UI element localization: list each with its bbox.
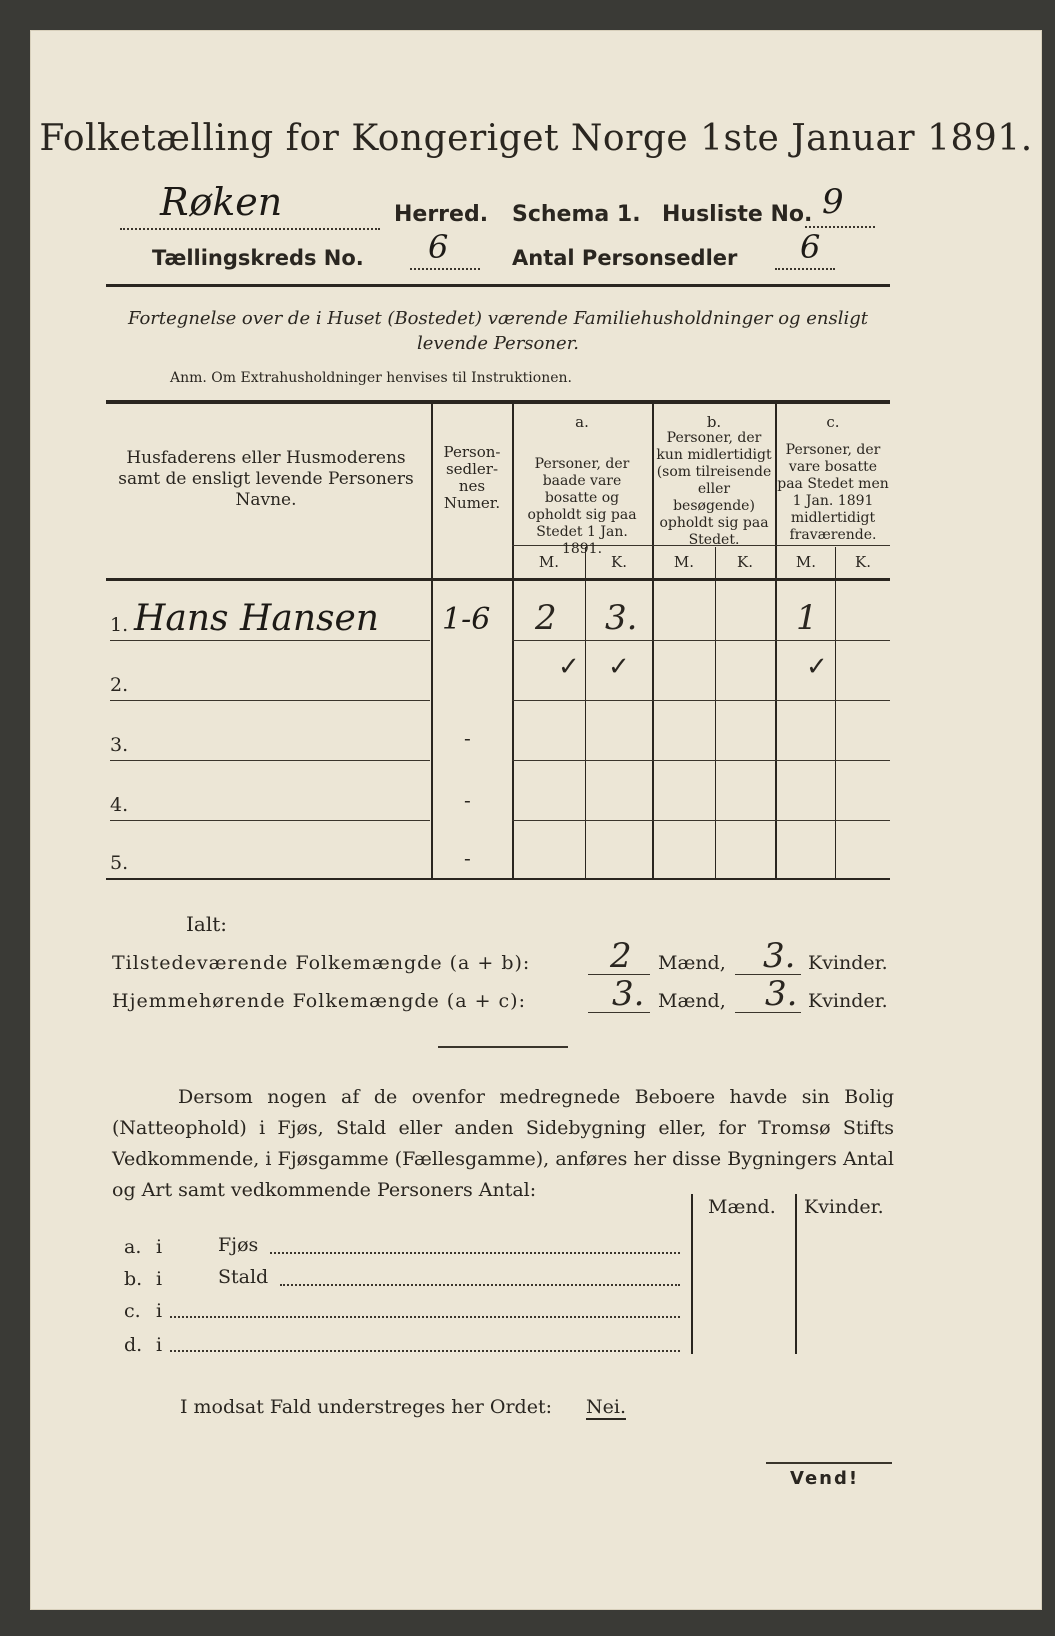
- vend-label: Vend!: [790, 1468, 860, 1489]
- item-c-letter: c.: [124, 1300, 141, 1322]
- nei-word: Nei.: [586, 1396, 626, 1418]
- kreds-label: Tællingskreds No.: [152, 246, 364, 270]
- item-c-i: i: [156, 1300, 163, 1322]
- row-1-a-m: 2: [535, 598, 557, 638]
- item-b-letter: b.: [124, 1268, 143, 1290]
- item-b-i: i: [156, 1268, 163, 1290]
- buildings-col-kvinder: Kvinder.: [804, 1196, 884, 1218]
- separator: [438, 1046, 568, 1048]
- ialt-label: Ialt:: [186, 912, 227, 936]
- col-divider: [835, 547, 836, 879]
- tilstede-maend: Mænd,: [658, 952, 726, 974]
- col-a-k: K.: [611, 553, 627, 571]
- anm-note: Anm. Om Extrahusholdninger henvises til Instruktionen.: [170, 370, 572, 386]
- tilstede-m-value: 2: [610, 936, 632, 976]
- col-c-header: Personer, der vare bosatte paa Stedet men 1 Jan. 1891 midlertidigt fraværende.: [777, 442, 889, 543]
- antal-label: Antal Personsedler: [512, 246, 738, 270]
- intro-line2: levende Personer.: [417, 333, 579, 354]
- row-2-number: 2.: [110, 674, 129, 696]
- col-b-letter: b.: [706, 413, 722, 431]
- item-d-letter: d.: [124, 1334, 143, 1356]
- item-d-dots: [170, 1342, 680, 1352]
- row-5-number: 5.: [110, 852, 129, 874]
- hjemme-k-value: 3.: [765, 974, 798, 1014]
- row-2-a-k: ✓: [608, 652, 630, 682]
- vend-rule: [766, 1462, 892, 1464]
- row-line: [512, 700, 890, 701]
- row-2-a-m: ✓: [558, 652, 580, 682]
- herred-value: Røken: [160, 180, 283, 224]
- col-c-letter: c.: [826, 413, 840, 431]
- row-line: [512, 640, 890, 641]
- col-a-letter: a.: [575, 413, 589, 431]
- item-b-dots: [280, 1276, 680, 1286]
- row-4-num: -: [464, 788, 471, 812]
- tilstede-kvinder: Kvinder.: [808, 952, 888, 974]
- row-1-num: 1-6: [442, 602, 491, 637]
- item-c-dots: [170, 1308, 680, 1318]
- item-a-dots: [270, 1244, 680, 1254]
- row-4-number: 4.: [110, 794, 129, 816]
- col-divider: [431, 402, 433, 879]
- row-1-name: Hans Hansen: [134, 598, 379, 639]
- row-line: [512, 820, 890, 821]
- col-b-k: K.: [737, 553, 753, 571]
- col-divider: [585, 547, 586, 879]
- form-title: Folketælling for Kongeriget Norge 1ste Januar 1891.: [39, 118, 1033, 159]
- row-2-c-m: ✓: [806, 652, 828, 682]
- row-line: [110, 820, 430, 821]
- col-a-header: Personer, der baade vare bosatte og opholdt sig paa Stedet 1 Jan. 1891.: [527, 456, 637, 557]
- census-form-page: [30, 30, 1042, 1610]
- row-3-number: 3.: [110, 734, 129, 756]
- schema-label: Schema 1.: [512, 202, 641, 227]
- modsat-text: I modsat Fald understreges her Ordet:: [180, 1396, 552, 1418]
- col-num-header: Person-sedler-nes Numer.: [443, 443, 501, 512]
- kreds-value: 6: [428, 228, 449, 266]
- item-a-i: i: [156, 1236, 163, 1258]
- table-top-rule: [106, 400, 890, 404]
- hjemme-kvinder: Kvinder.: [808, 990, 888, 1012]
- tilstede-k-value: 3.: [763, 936, 796, 976]
- item-a-letter: a.: [124, 1236, 142, 1258]
- item-a-label: Fjøs: [218, 1234, 259, 1256]
- row-1-a-k: 3.: [605, 598, 638, 638]
- row-5-num: -: [464, 846, 471, 870]
- buildings-col-divider: [795, 1194, 797, 1354]
- col-b-m: M.: [673, 553, 695, 571]
- col-c-k: K.: [855, 553, 871, 571]
- intro-line1: Fortegnelse over de i Huset (Bostedet) værende Familiehusholdninger og ensligt: [127, 308, 869, 329]
- husliste-label: Husliste No.: [662, 202, 813, 227]
- header-rule: [106, 284, 890, 287]
- tilstede-label: Tilstedeværende Folkemængde (a + b):: [112, 952, 531, 974]
- hjemme-m-value: 3.: [612, 974, 645, 1014]
- col-name-header: Husfaderens eller Husmoderens samt de ensligt levende Personers Navne.: [118, 448, 414, 510]
- row-1-c-m: 1: [796, 598, 818, 638]
- table-bottom-rule: [106, 878, 890, 880]
- item-d-i: i: [156, 1334, 163, 1356]
- buildings-col-divider: [691, 1194, 693, 1354]
- hjemme-label: Hjemmehørende Folkemængde (a + c):: [112, 990, 526, 1012]
- antal-value: 6: [800, 228, 821, 266]
- table-header-rule: [106, 578, 890, 581]
- row-3-num: -: [464, 726, 471, 750]
- buildings-col-maend: Mænd.: [708, 1196, 776, 1218]
- hjemme-maend: Mænd,: [658, 990, 726, 1012]
- col-divider: [715, 547, 716, 879]
- row-line: [512, 760, 890, 761]
- row-line: [110, 700, 430, 701]
- row-line: [110, 760, 430, 761]
- col-c-m: M.: [795, 553, 817, 571]
- herred-label: Herred.: [394, 202, 489, 227]
- husliste-value: 9: [822, 182, 844, 222]
- buildings-paragraph: Dersom nogen af de ovenfor medregnede Beboere havde sin Bolig (Natteophold) i Fjøs, Stald eller anden Sidebygning eller, for Tromsø Stifts Vedkommende, i Fjøsgamme (Fællesgamme), anføres her disse Bygningers Antal og Art samt vedkommende Personers Antal:: [112, 1086, 894, 1201]
- col-b-header: Personer, der kun midlertidigt (som tilreisende eller besøgende) opholdt sig paa Stedet.: [656, 430, 772, 548]
- row-line: [110, 640, 430, 641]
- col-a-m: M.: [538, 553, 560, 571]
- item-b-label: Stald: [218, 1266, 269, 1288]
- row-1-number: 1.: [110, 614, 129, 636]
